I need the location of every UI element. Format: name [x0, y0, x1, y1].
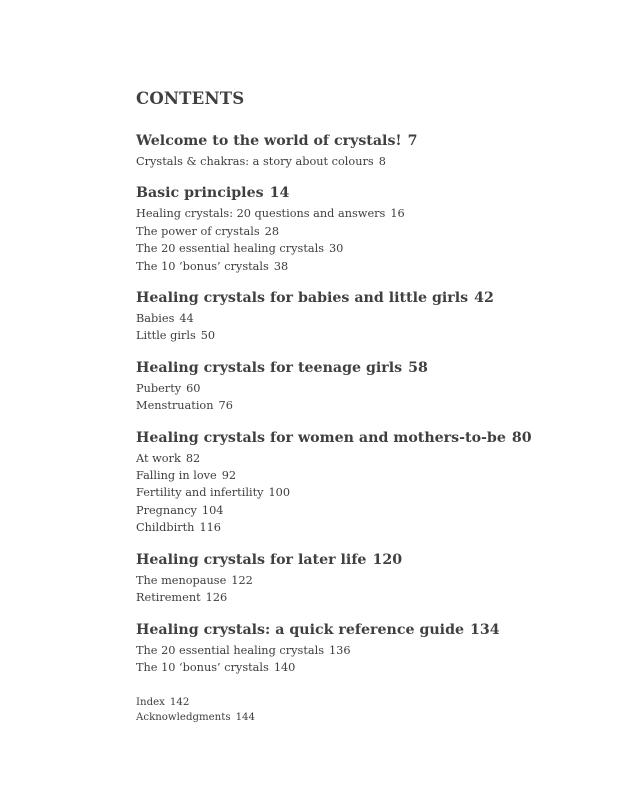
entry-page-number: 8	[378, 155, 386, 168]
entry-page-number: 116	[199, 521, 221, 535]
toc-entry	[136, 484, 596, 501]
entry-text: Menstruation	[136, 399, 214, 413]
entry-page-number: 44	[179, 312, 194, 326]
entry-page-number: 92	[221, 469, 237, 483]
entry-text: The menopause	[136, 573, 227, 587]
section-heading-text: Healing crystals for babies and little girls	[136, 290, 469, 307]
toc-entry	[136, 467, 596, 484]
back-matter	[136, 695, 596, 725]
toc-entry	[136, 642, 596, 659]
entry-text: Puberty	[136, 381, 182, 395]
section-page-number: 80	[511, 429, 532, 446]
section-heading	[136, 288, 596, 308]
toc-entry	[136, 153, 596, 170]
toc-section	[136, 428, 596, 537]
entry-page-number: 126	[205, 591, 228, 605]
entry-text: The power of crystals	[136, 224, 260, 238]
entry-page-number: 122	[231, 573, 253, 587]
toc-entry	[136, 659, 596, 676]
entry-text: Falling in love	[136, 469, 217, 483]
entry-text: Childbirth	[136, 521, 195, 535]
section-heading-text: Healing crystals for women and mothers-to-be	[136, 429, 506, 446]
entry-text: Retirement	[136, 591, 201, 605]
toc-entry	[136, 240, 596, 257]
toc-section	[136, 358, 596, 415]
entry-text: Babies	[136, 312, 175, 326]
toc-entry	[136, 310, 596, 327]
toc-entry	[136, 327, 596, 344]
toc-section	[136, 550, 596, 607]
toc-entry	[136, 502, 596, 519]
section-heading	[136, 550, 596, 570]
entry-text: The 10 ‘bonus’ crystals	[136, 660, 269, 674]
toc-section	[136, 620, 596, 677]
contents-page	[136, 88, 596, 725]
section-heading	[136, 428, 596, 448]
entry-text: The 20 essential healing crystals	[136, 242, 324, 256]
section-heading	[136, 358, 596, 378]
entry-page-number: 140	[273, 660, 296, 674]
entry-page-number: 100	[268, 486, 291, 500]
entry-text: At work	[136, 451, 181, 465]
entry-text: The 10 ‘bonus’ crystals	[136, 259, 269, 273]
section-heading-text: Healing crystals: a quick reference guide	[136, 621, 465, 638]
entry-page-number: 104	[201, 503, 224, 517]
entry-page-number: 136	[329, 643, 351, 657]
section-heading-text: Healing crystals for later life	[136, 551, 367, 568]
toc-entry	[136, 519, 596, 536]
toc-section	[136, 183, 596, 275]
back-matter-entry	[136, 710, 596, 725]
entry-text: The 20 essential healing crystals	[136, 643, 324, 657]
toc-entry	[136, 572, 596, 589]
section-heading	[136, 620, 596, 640]
entry-page-number: 16	[390, 207, 405, 221]
back-matter-text: Index	[136, 697, 165, 709]
back-matter-entry	[136, 695, 596, 710]
section-heading-text: Healing crystals for teenage girls	[136, 359, 403, 376]
entry-page-number: 38	[273, 259, 289, 273]
back-matter-page-number: 144	[235, 712, 256, 724]
toc-entry	[136, 205, 596, 222]
toc-entry	[136, 397, 596, 414]
toc-sections	[136, 131, 596, 676]
section-heading	[136, 131, 596, 151]
section-page-number: 134	[470, 621, 500, 638]
entry-page-number: 50	[200, 329, 216, 343]
section-heading-text: Welcome to the world of crystals!	[136, 133, 402, 149]
section-page-number: 42	[474, 290, 494, 307]
back-matter-page-number: 142	[169, 697, 190, 709]
entry-text: Crystals & chakras: a story about colours	[136, 155, 374, 168]
section-heading-text: Basic principles	[136, 185, 264, 202]
entry-text: Healing crystals: 20 questions and answers	[136, 207, 386, 221]
entry-page-number: 76	[218, 399, 233, 413]
entry-page-number: 60	[186, 381, 201, 395]
section-page-number: 7	[407, 133, 418, 149]
section-page-number: 120	[372, 551, 403, 568]
page-title: CONTENTS	[136, 89, 245, 108]
entry-text: Pregnancy	[136, 503, 197, 517]
section-page-number: 14	[269, 185, 290, 202]
toc-entry	[136, 450, 596, 467]
toc-entry	[136, 380, 596, 397]
entry-page-number: 28	[264, 224, 280, 238]
section-page-number: 58	[408, 359, 428, 376]
entry-text: Little girls	[136, 329, 196, 343]
toc-section	[136, 288, 596, 345]
toc-entry	[136, 258, 596, 275]
entry-text: Fertility and infertility	[136, 486, 264, 500]
toc-section	[136, 131, 596, 170]
entry-page-number: 82	[185, 451, 201, 465]
entry-page-number: 30	[329, 242, 344, 256]
toc-entry	[136, 589, 596, 606]
back-matter-text: Acknowledgments	[136, 712, 231, 724]
toc-entry	[136, 223, 596, 240]
section-heading	[136, 183, 596, 203]
